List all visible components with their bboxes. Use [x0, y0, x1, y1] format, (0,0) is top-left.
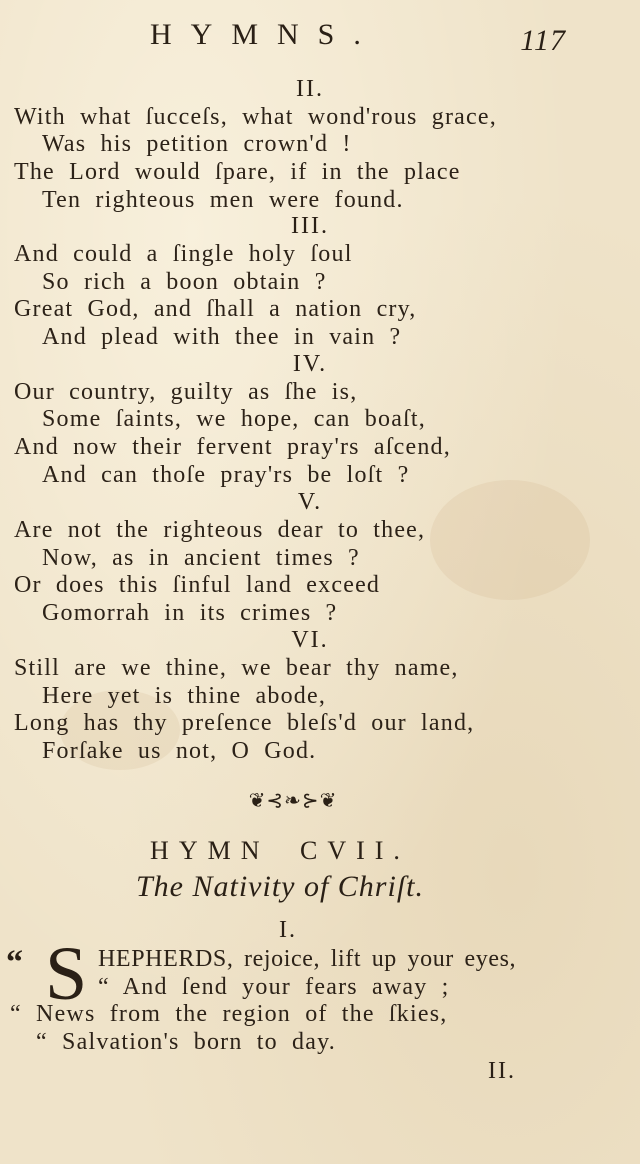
verse-line: So rich a boon obtain ? [42, 269, 327, 295]
stanza-number: VI. [291, 627, 329, 653]
verse-line: Long has thy preſence bleſs'd our land, [14, 710, 475, 736]
verse-line: Some ſaints, we hope, can boaſt, [42, 406, 426, 432]
verse-line: And now their fervent pray'rs aſcend, [14, 434, 451, 460]
verse-line: “ News from the region of the ſkies, [10, 1001, 448, 1027]
stanza-number: I. [279, 917, 297, 943]
verse-line: Our country, guilty as ſhe is, [14, 379, 358, 405]
verse-line: The Lord would ſpare, if in the place [14, 159, 461, 185]
hymn-title: HYMN CVII. [150, 836, 410, 865]
running-head: HYMNS. [150, 18, 380, 51]
verse-line: Or does this ſinful land exceed [14, 572, 381, 598]
stanza-number: II. [296, 76, 324, 102]
drop-cap: S [45, 932, 88, 1016]
verse-line: And plead with thee in vain ? [42, 324, 402, 350]
verse-line: Forſake us not, O God. [42, 738, 317, 764]
verse-line: Gomorrah in its crimes ? [42, 600, 338, 626]
catchword: II. [488, 1058, 516, 1084]
hymn-subtitle: The Nativity of Chriſt. [135, 870, 424, 903]
verse-line: “ And ſend your fears away ; [98, 974, 450, 1000]
verse-line: Was his petition crown'd ! [42, 131, 352, 157]
verse-line: Still are we thine, we bear thy name, [14, 655, 459, 681]
verse-line: Are not the righteous dear to thee, [14, 517, 426, 543]
stanza-number: IV. [292, 351, 328, 377]
stanza-number: V. [297, 489, 323, 515]
verse-line: “ Salvation's born to day. [36, 1029, 336, 1055]
verse-line: Great God, and ſhall a nation cry, [14, 296, 417, 322]
ornament-divider: ❦⊰❧⊱❦ [248, 788, 338, 812]
verse-line: And can thoſe pray'rs be loſt ? [42, 462, 410, 488]
verse-line: With what ſucceſs, what wond'rous grace, [14, 104, 497, 130]
verse-line: HEPHERDS, rejoice, lift up your eyes, [98, 946, 517, 972]
verse-line: Here yet is thine abode, [42, 683, 327, 709]
verse-line: Ten righteous men were found. [42, 187, 404, 213]
opening-quote: “ [6, 944, 23, 981]
page-number: 117 [520, 24, 566, 57]
verse-line: Now, as in ancient times ? [42, 545, 360, 571]
verse-line: And could a ſingle holy ſoul [14, 241, 353, 267]
stanza-number: III. [291, 213, 329, 239]
